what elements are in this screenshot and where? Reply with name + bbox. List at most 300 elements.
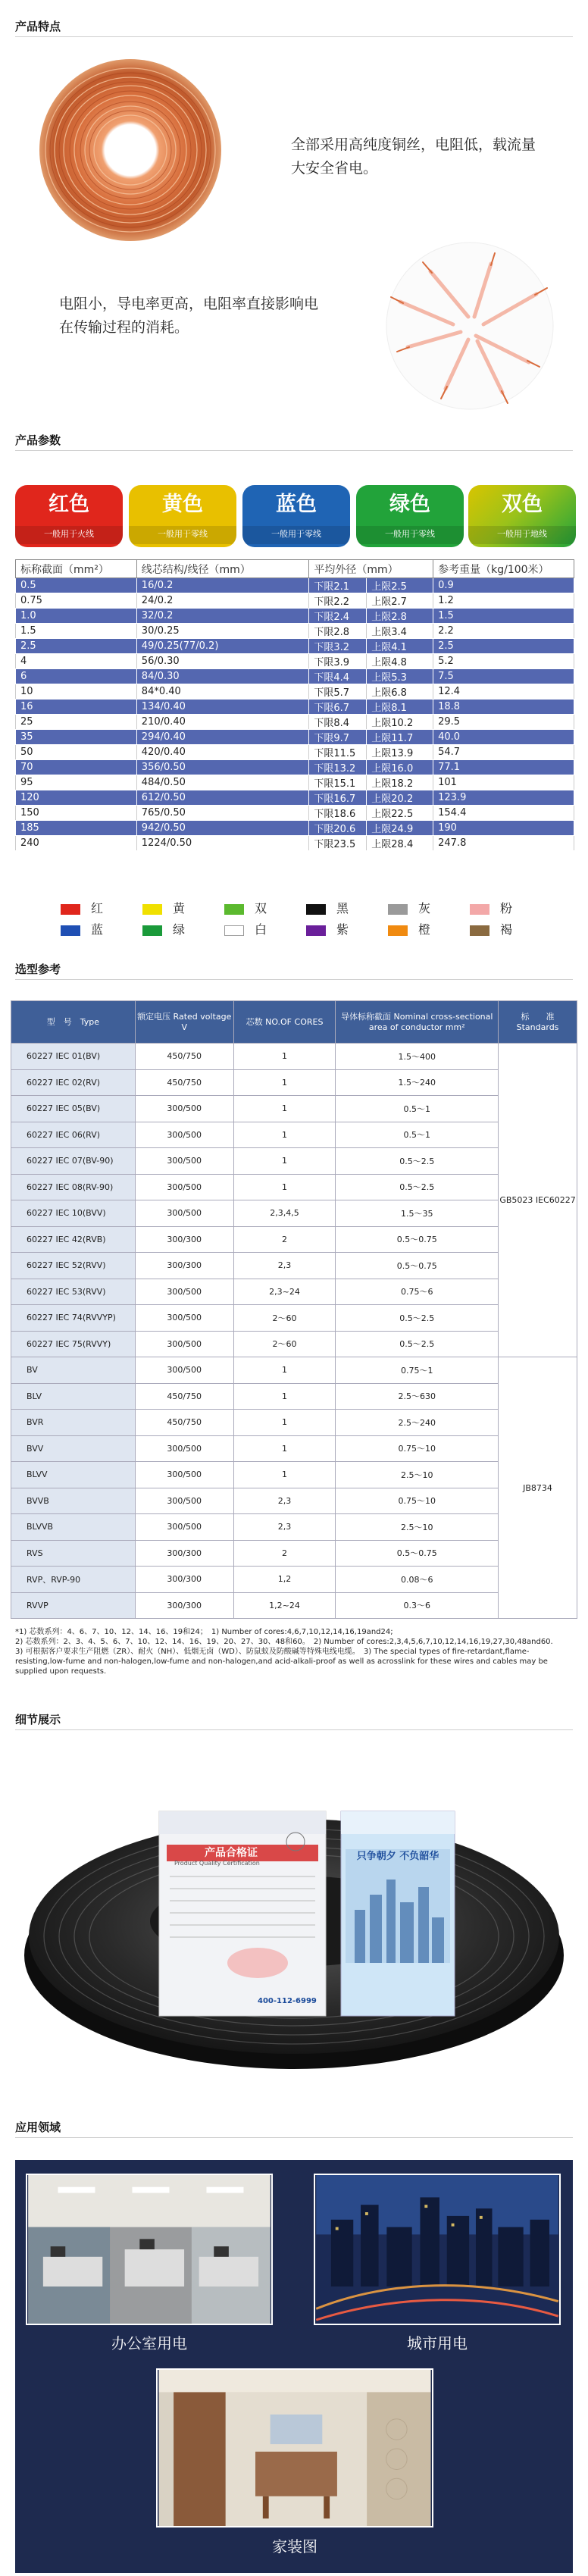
spec-cell: 0.9 — [433, 578, 574, 593]
selection-cell: 300/300 — [135, 1253, 233, 1279]
selection-cell: 1 — [233, 1383, 336, 1410]
legend-label: 黄 — [173, 901, 186, 916]
selection-row — [11, 1253, 577, 1279]
legend-label: 红 — [91, 901, 104, 916]
application-label-office: 办公室用电 — [111, 2334, 187, 2352]
spec-row — [16, 609, 574, 624]
divider — [15, 2137, 573, 2138]
legend-item — [470, 920, 512, 937]
legend-swatch — [388, 904, 408, 915]
selection-cell: 0.5～0.75 — [336, 1226, 499, 1253]
selection-row — [11, 1514, 577, 1541]
spec-row — [16, 639, 574, 654]
selection-cell: 0.5～2.5 — [336, 1305, 499, 1332]
spec-cell: 40.0 — [433, 730, 574, 745]
selection-cell: 2 — [233, 1226, 336, 1253]
legend-swatch — [142, 925, 162, 936]
legend-label: 褐 — [500, 922, 513, 937]
spec-cell: 54.7 — [433, 745, 574, 760]
spec-row — [16, 578, 574, 593]
spec-row — [16, 669, 574, 684]
divider — [15, 979, 573, 980]
spec-header-weight: 参考重量（kg/100米） — [433, 560, 574, 578]
selection-cell: 60227 IEC 02(RV) — [11, 1069, 136, 1096]
spec-cell: 134/0.40 — [136, 700, 309, 715]
spec-cell: 上限22.5 — [367, 806, 433, 821]
spec-cell: 上限10.2 — [367, 715, 433, 730]
selection-row — [11, 1226, 577, 1253]
spec-cell: 294/0.40 — [136, 730, 309, 745]
spec-cell: 下限4.4 — [309, 669, 367, 684]
cert-phone: 400-112-6999 — [258, 1997, 317, 2005]
spec-cell: 12.4 — [433, 684, 574, 700]
selection-cell: 2～60 — [233, 1331, 336, 1357]
color-legend — [61, 899, 546, 944]
selection-cell: 1.5～240 — [336, 1069, 499, 1096]
spec-header-structure: 线芯结构/线径（mm） — [136, 560, 309, 578]
spec-cell: 120 — [16, 790, 137, 806]
note-1: *1) 芯数系列：4、6、7、10、12、14、16、19和24； 1) Number of cores:4,6,7,10,12,14,16,19and24; — [15, 1628, 393, 1636]
spec-cell: 上限6.8 — [367, 684, 433, 700]
selection-cell: 300/500 — [135, 1462, 233, 1488]
spec-cell: 24/0.2 — [136, 593, 309, 609]
selection-row — [11, 1435, 577, 1462]
spec-header-diameter: 平均外径（mm） — [309, 560, 433, 578]
selection-cell: 1 — [233, 1148, 336, 1175]
legend-label: 橙 — [418, 922, 431, 937]
selection-cell: BLV — [11, 1383, 136, 1410]
spec-cell: 下限15.1 — [309, 775, 367, 790]
selection-cell: 1 — [233, 1044, 336, 1070]
legend-label: 白 — [255, 922, 267, 937]
legend-swatch — [61, 904, 80, 915]
spec-row — [16, 790, 574, 806]
legend-swatch — [61, 925, 80, 936]
cable-coil-image — [15, 1766, 573, 2084]
selection-cell: 300/500 — [135, 1200, 233, 1227]
copper-coil-image — [32, 52, 229, 249]
spec-cell: 下限5.7 — [309, 684, 367, 700]
legend-item — [61, 899, 103, 916]
selection-cell: 1,2 — [233, 1567, 336, 1593]
selection-cell: 1,2~24 — [233, 1592, 336, 1619]
spec-cell: 101 — [433, 775, 574, 790]
feature-text-2: 电阻小，导电率更高，电阻率直接影响电在传输过程的消耗。 — [59, 296, 319, 336]
selection-row — [11, 1410, 577, 1436]
selection-cell: 60227 IEC 08(RV-90) — [11, 1174, 136, 1200]
selection-cell: 60227 IEC 53(RVV) — [11, 1279, 136, 1305]
spec-cell: 484/0.50 — [136, 775, 309, 790]
spec-row — [16, 760, 574, 775]
selection-cell: RVP、RVP-90 — [11, 1567, 136, 1593]
legend-label: 蓝 — [91, 922, 104, 937]
selection-cell: 60227 IEC 01(BV) — [11, 1044, 136, 1070]
section-title-selection: 选型参考 — [15, 962, 61, 976]
selection-cell: 60227 IEC 10(BVV) — [11, 1200, 136, 1227]
selection-cell: 1 — [233, 1096, 336, 1122]
section-title-params: 产品参数 — [15, 434, 61, 447]
selection-cell: BVV — [11, 1435, 136, 1462]
selection-cell: 300/500 — [135, 1514, 233, 1541]
cert-slogan: 只争朝夕 不负韶华 — [356, 1851, 439, 1862]
selection-cell: 2,3~24 — [233, 1279, 336, 1305]
spec-cell: 32/0.2 — [136, 609, 309, 624]
spec-cell: 25 — [16, 715, 137, 730]
spec-cell: 49/0.25(77/0.2) — [136, 639, 309, 654]
selection-row — [11, 1122, 577, 1148]
selection-standard: GB5023 IEC60227 — [499, 1044, 577, 1357]
spec-cell: 下限23.5 — [309, 836, 367, 851]
application-label-city: 城市用电 — [407, 2334, 468, 2352]
spec-cell: 2.2 — [433, 624, 574, 639]
section-title-features: 产品特点 — [15, 20, 61, 33]
legend-label: 灰 — [418, 901, 431, 916]
spec-table — [15, 559, 574, 851]
spec-cell: 16 — [16, 700, 137, 715]
spec-row — [16, 775, 574, 790]
selection-cell: 300/500 — [135, 1174, 233, 1200]
selection-cell: 450/750 — [135, 1383, 233, 1410]
spec-row — [16, 593, 574, 609]
selection-cell: 300/500 — [135, 1305, 233, 1332]
spec-cell: 247.8 — [433, 836, 574, 851]
selection-table — [11, 1000, 577, 1619]
selection-cell: 0.5～2.5 — [336, 1174, 499, 1200]
section-title-detail: 细节展示 — [15, 1713, 61, 1726]
feature-text-1: 全部采用高纯度铜丝，电阻低，载流量大安全省电。 — [291, 136, 536, 177]
legend-item — [142, 920, 185, 937]
sel-header-area: 导体标称截面 Nominal cross-sectional area of conductor mm² — [336, 1001, 499, 1044]
spec-cell: 240 — [16, 836, 137, 851]
spec-cell: 942/0.50 — [136, 821, 309, 836]
wire-tab-red: 红色 一般用于火线 — [15, 485, 123, 547]
spec-cell: 29.5 — [433, 715, 574, 730]
spec-cell: 30/0.25 — [136, 624, 309, 639]
selection-cell: 60227 IEC 52(RVV) — [11, 1253, 136, 1279]
selection-cell: BLVV — [11, 1462, 136, 1488]
spec-cell: 356/0.50 — [136, 760, 309, 775]
selection-cell: 0.3～6 — [336, 1592, 499, 1619]
spec-cell: 下限8.4 — [309, 715, 367, 730]
selection-notes — [15, 1627, 576, 1676]
legend-swatch — [470, 925, 489, 936]
selection-row — [11, 1488, 577, 1514]
divider — [15, 36, 573, 37]
spec-cell: 下限9.7 — [309, 730, 367, 745]
selection-cell: 60227 IEC 75(RVVY) — [11, 1331, 136, 1357]
selection-row — [11, 1044, 577, 1070]
legend-label: 紫 — [336, 922, 349, 937]
spec-cell: 上限2.7 — [367, 593, 433, 609]
selection-cell: 0.5～0.75 — [336, 1540, 499, 1567]
spec-cell: 上限24.9 — [367, 821, 433, 836]
spec-cell: 上限13.9 — [367, 745, 433, 760]
note-3: 3) 可根据客户要求生产阻燃（ZR）、耐火（NH）、低烟无卤（WD）、防鼠蚁及防酸碱等特殊电线电缆。 3) The special types of fire-retardant,flame-resisting,low-fume and non-halogen,low-fume and non-halogen,and acid-alkali-proof as well as acrosslink for these wires and cables may be supplied upon requests. — [15, 1648, 548, 1676]
spec-cell: 0.75 — [16, 593, 137, 609]
spec-cell: 上限18.2 — [367, 775, 433, 790]
cert-subtitle: Product Quality Certification — [174, 1860, 260, 1867]
divider — [15, 450, 573, 451]
spec-cell: 上限20.2 — [367, 790, 433, 806]
selection-cell: 300/500 — [135, 1122, 233, 1148]
spec-cell: 154.4 — [433, 806, 574, 821]
selection-row — [11, 1096, 577, 1122]
legend-item — [142, 899, 185, 916]
legend-item — [224, 920, 267, 937]
spec-row — [16, 745, 574, 760]
legend-label: 黑 — [336, 901, 349, 916]
spec-cell: 1224/0.50 — [136, 836, 309, 851]
selection-cell: 300/300 — [135, 1540, 233, 1567]
spec-cell: 下限11.5 — [309, 745, 367, 760]
spec-cell: 下限6.7 — [309, 700, 367, 715]
spec-cell: 185 — [16, 821, 137, 836]
spec-cell: 下限2.8 — [309, 624, 367, 639]
spec-cell: 612/0.50 — [136, 790, 309, 806]
selection-cell: 0.75～10 — [336, 1488, 499, 1514]
selection-cell: BV — [11, 1357, 136, 1384]
legend-item — [306, 899, 349, 916]
selection-cell: 300/500 — [135, 1279, 233, 1305]
application-panel — [15, 2160, 573, 2573]
selection-row — [11, 1383, 577, 1410]
selection-cell: 300/500 — [135, 1488, 233, 1514]
spec-cell: 上限4.8 — [367, 654, 433, 669]
selection-cell: RVVP — [11, 1592, 136, 1619]
spec-row — [16, 821, 574, 836]
spec-cell: 35 — [16, 730, 137, 745]
selection-cell: 2,3 — [233, 1488, 336, 1514]
sel-header-cores: 芯数 NO.OF CORES — [233, 1001, 336, 1044]
home-image — [156, 2368, 433, 2527]
spec-cell: 上限11.7 — [367, 730, 433, 745]
selection-cell: 300/300 — [135, 1592, 233, 1619]
spec-cell: 上限2.5 — [367, 578, 433, 593]
selection-cell: 0.75～10 — [336, 1435, 499, 1462]
spec-cell: 4 — [16, 654, 137, 669]
spec-cell: 95 — [16, 775, 137, 790]
legend-swatch — [470, 904, 489, 915]
selection-cell: 1 — [233, 1462, 336, 1488]
spec-cell: 1.5 — [16, 624, 137, 639]
spec-cell: 50 — [16, 745, 137, 760]
spec-row — [16, 730, 574, 745]
note-2: 2) 芯数系列：2、3、4、5、6、7、10、12、14、16、19、20、27、30、48和60。 2) Number of cores:2,3,4,5,6,7,10,12,14,16,19,27,30,48and60. — [15, 1638, 553, 1646]
selection-cell: BLVVB — [11, 1514, 136, 1541]
selection-cell: 300/500 — [135, 1357, 233, 1384]
selection-cell: 1.5～400 — [336, 1044, 499, 1070]
spec-cell: 190 — [433, 821, 574, 836]
spec-row — [16, 700, 574, 715]
sel-header-model: 型 号 Type — [11, 1001, 136, 1044]
legend-label: 绿 — [173, 922, 186, 937]
selection-row — [11, 1462, 577, 1488]
section-title-application: 应用领域 — [15, 2121, 61, 2134]
legend-label: 双 — [255, 901, 267, 916]
spec-cell: 77.1 — [433, 760, 574, 775]
selection-row — [11, 1592, 577, 1619]
selection-cell: BVR — [11, 1410, 136, 1436]
selection-cell: 1 — [233, 1122, 336, 1148]
spec-cell: 2.5 — [16, 639, 137, 654]
selection-cell: 0.5～2.5 — [336, 1148, 499, 1175]
spec-cell: 6 — [16, 669, 137, 684]
selection-cell: 2,3,4,5 — [233, 1200, 336, 1227]
spec-cell: 下限3.2 — [309, 639, 367, 654]
selection-row — [11, 1148, 577, 1175]
sel-header-standard: 标 准 Standards — [499, 1001, 577, 1044]
selection-cell: 2,3 — [233, 1514, 336, 1541]
spec-cell: 84*0.40 — [136, 684, 309, 700]
selection-cell: 0.5～0.75 — [336, 1253, 499, 1279]
legend-item — [61, 920, 103, 937]
legend-item — [470, 899, 512, 916]
spec-row — [16, 836, 574, 851]
sel-header-voltage: 额定电压 Rated voltage V — [135, 1001, 233, 1044]
office-image — [26, 2174, 273, 2325]
spec-cell: 84/0.30 — [136, 669, 309, 684]
spec-cell: 70 — [16, 760, 137, 775]
spec-cell: 下限3.9 — [309, 654, 367, 669]
spec-row — [16, 806, 574, 821]
spec-cell: 下限2.4 — [309, 609, 367, 624]
selection-row — [11, 1567, 577, 1593]
selection-row — [11, 1305, 577, 1332]
selection-cell: 2.5～10 — [336, 1514, 499, 1541]
selection-cell: 300/500 — [135, 1435, 233, 1462]
spec-cell: 10 — [16, 684, 137, 700]
selection-cell: RVS — [11, 1540, 136, 1567]
selection-cell: 0.75～6 — [336, 1279, 499, 1305]
spec-row — [16, 684, 574, 700]
spec-cell: 56/0.30 — [136, 654, 309, 669]
selection-row — [11, 1200, 577, 1227]
legend-item — [388, 920, 430, 937]
spec-header-area: 标称截面（mm²） — [16, 560, 137, 578]
spec-cell: 7.5 — [433, 669, 574, 684]
spec-cell: 210/0.40 — [136, 715, 309, 730]
selection-cell: 60227 IEC 07(BV-90) — [11, 1148, 136, 1175]
application-label-home: 家装图 — [272, 2537, 317, 2556]
selection-cell: 0.5～1 — [336, 1096, 499, 1122]
selection-cell: 450/750 — [135, 1410, 233, 1436]
legend-swatch — [388, 925, 408, 936]
city-image — [314, 2174, 561, 2325]
legend-label: 粉 — [500, 901, 513, 916]
selection-row — [11, 1069, 577, 1096]
selection-cell: 300/300 — [135, 1226, 233, 1253]
selection-cell: 300/500 — [135, 1096, 233, 1122]
selection-cell: 2.5～630 — [336, 1383, 499, 1410]
wire-tab-blue: 蓝色 一般用于零线 — [242, 485, 350, 547]
divider — [15, 1729, 573, 1730]
selection-cell: 1 — [233, 1435, 336, 1462]
spec-cell: 上限3.4 — [367, 624, 433, 639]
selection-row — [11, 1331, 577, 1357]
legend-item — [388, 899, 430, 916]
spec-cell: 1.5 — [433, 609, 574, 624]
selection-cell: 450/750 — [135, 1044, 233, 1070]
legend-swatch — [306, 904, 326, 915]
selection-cell: 1 — [233, 1410, 336, 1436]
selection-standard: JB8734 — [499, 1357, 577, 1619]
spec-cell: 1.2 — [433, 593, 574, 609]
spec-cell: 上限2.8 — [367, 609, 433, 624]
selection-cell: 60227 IEC 06(RV) — [11, 1122, 136, 1148]
legend-swatch — [306, 925, 326, 936]
selection-cell: 450/750 — [135, 1069, 233, 1096]
spec-row — [16, 624, 574, 639]
spec-row — [16, 654, 574, 669]
spec-cell: 上限8.1 — [367, 700, 433, 715]
cert-title: 产品合格证 — [205, 1847, 258, 1859]
wire-strands-image — [385, 241, 555, 411]
legend-swatch — [224, 925, 244, 936]
wire-color-tabs — [15, 485, 576, 547]
spec-cell: 下限20.6 — [309, 821, 367, 836]
selection-cell: 2.5～10 — [336, 1462, 499, 1488]
legend-item — [224, 899, 267, 916]
selection-cell: 1 — [233, 1357, 336, 1384]
spec-cell: 123.9 — [433, 790, 574, 806]
selection-cell: 300/300 — [135, 1567, 233, 1593]
legend-swatch — [224, 904, 244, 915]
wire-tab-yellow: 黄色 一般用于零线 — [129, 485, 236, 547]
selection-cell: 60227 IEC 42(RVB) — [11, 1226, 136, 1253]
spec-cell: 5.2 — [433, 654, 574, 669]
selection-cell: 60227 IEC 74(RVVYP) — [11, 1305, 136, 1332]
selection-cell: 0.5～1 — [336, 1122, 499, 1148]
selection-cell: 2,3 — [233, 1253, 336, 1279]
spec-cell: 2.5 — [433, 639, 574, 654]
selection-cell: 0.75～1 — [336, 1357, 499, 1384]
spec-cell: 765/0.50 — [136, 806, 309, 821]
selection-row — [11, 1279, 577, 1305]
spec-cell: 上限5.3 — [367, 669, 433, 684]
spec-cell: 18.8 — [433, 700, 574, 715]
selection-cell: 0.5～2.5 — [336, 1331, 499, 1357]
spec-cell: 16/0.2 — [136, 578, 309, 593]
spec-row — [16, 715, 574, 730]
spec-cell: 下限18.6 — [309, 806, 367, 821]
spec-cell: 下限2.2 — [309, 593, 367, 609]
selection-cell: BVVB — [11, 1488, 136, 1514]
selection-cell: 2.5～240 — [336, 1410, 499, 1436]
selection-row — [11, 1540, 577, 1567]
wire-tab-dual: 双色 一般用于地线 — [468, 485, 576, 547]
spec-cell: 420/0.40 — [136, 745, 309, 760]
selection-cell: 300/500 — [135, 1331, 233, 1357]
selection-row — [11, 1174, 577, 1200]
selection-cell: 1.5～35 — [336, 1200, 499, 1227]
spec-cell: 下限2.1 — [309, 578, 367, 593]
selection-row — [11, 1357, 577, 1384]
selection-cell: 0.08～6 — [336, 1567, 499, 1593]
spec-cell: 上限4.1 — [367, 639, 433, 654]
legend-item — [306, 920, 349, 937]
spec-cell: 0.5 — [16, 578, 137, 593]
spec-cell: 下限13.2 — [309, 760, 367, 775]
selection-cell: 2 — [233, 1540, 336, 1567]
spec-cell: 1.0 — [16, 609, 137, 624]
selection-cell: 2～60 — [233, 1305, 336, 1332]
selection-cell: 60227 IEC 05(BV) — [11, 1096, 136, 1122]
spec-cell: 上限28.4 — [367, 836, 433, 851]
selection-cell: 1 — [233, 1174, 336, 1200]
selection-cell: 300/500 — [135, 1148, 233, 1175]
spec-cell: 150 — [16, 806, 137, 821]
selection-cell: 1 — [233, 1069, 336, 1096]
